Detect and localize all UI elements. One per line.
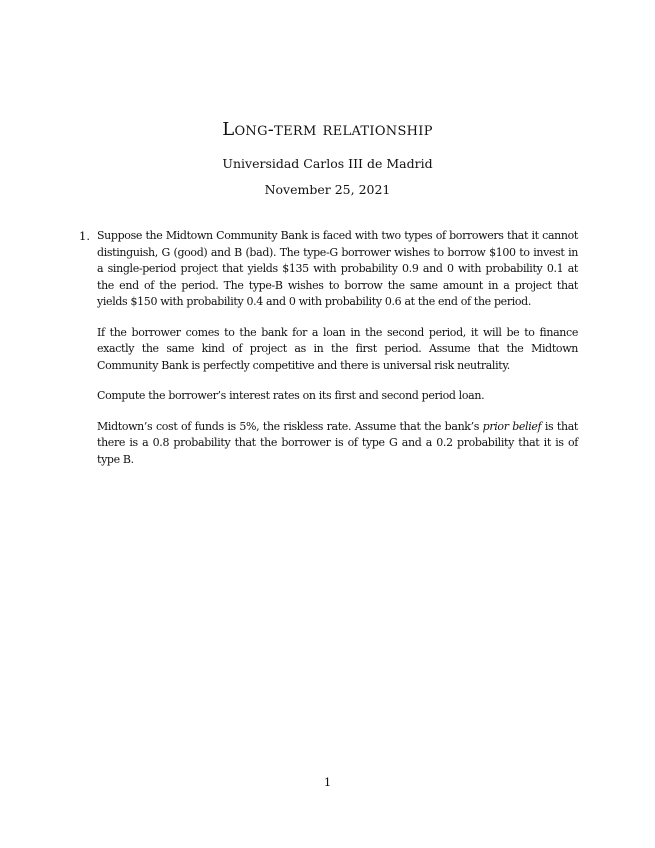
- problem-body: [97, 228, 578, 482]
- problem-paragraph-second-period: If the borrower comes to the bank for a loan in the second period, it will be to finance exactly the same kind of project as in the first period. Assume that the Midtown Community Bank is perfectly competitive and there is universal risk neutrality.: [97, 325, 578, 372]
- page-number: 1: [323, 775, 332, 789]
- problem-paragraph-setup: Suppose the Midtown Community Bank is faced with two types of borrowers that it cannot distinguish, G (good) and B (bad). The type-G borrower wishes to borrow $100 to invest in a single-period project that yields $135 with probability 0.9 and 0 with probability 0.1 at the end of the period. The type-B wishes to borrow the same amount in a project that yields $150 with probability 0.4 and 0 with probability 0.6 at the end of the period.: [97, 229, 578, 308]
- problem-number: 1.: [79, 229, 90, 243]
- document-affiliation: Universidad Carlos III de Madrid: [222, 156, 433, 171]
- problem-paragraph-question: Compute the borrower’s interest rates on its first and second period loan.: [97, 389, 485, 402]
- prior-belief-emphasis: prior belief: [482, 419, 542, 433]
- document-date: November 25, 2021: [264, 182, 391, 197]
- cost-of-funds-text-end: is that there is a 0.8 probability that the borrower is of type G and a 0.2 probability that it is of type B.: [97, 419, 578, 466]
- cost-of-funds-text-start: Midtown’s cost of funds is 5%, the riskless rate. Assume that the bank’s: [97, 419, 483, 433]
- problem-paragraph-cost-of-funds: [97, 419, 578, 469]
- document-title: Long-term relationship: [222, 119, 433, 140]
